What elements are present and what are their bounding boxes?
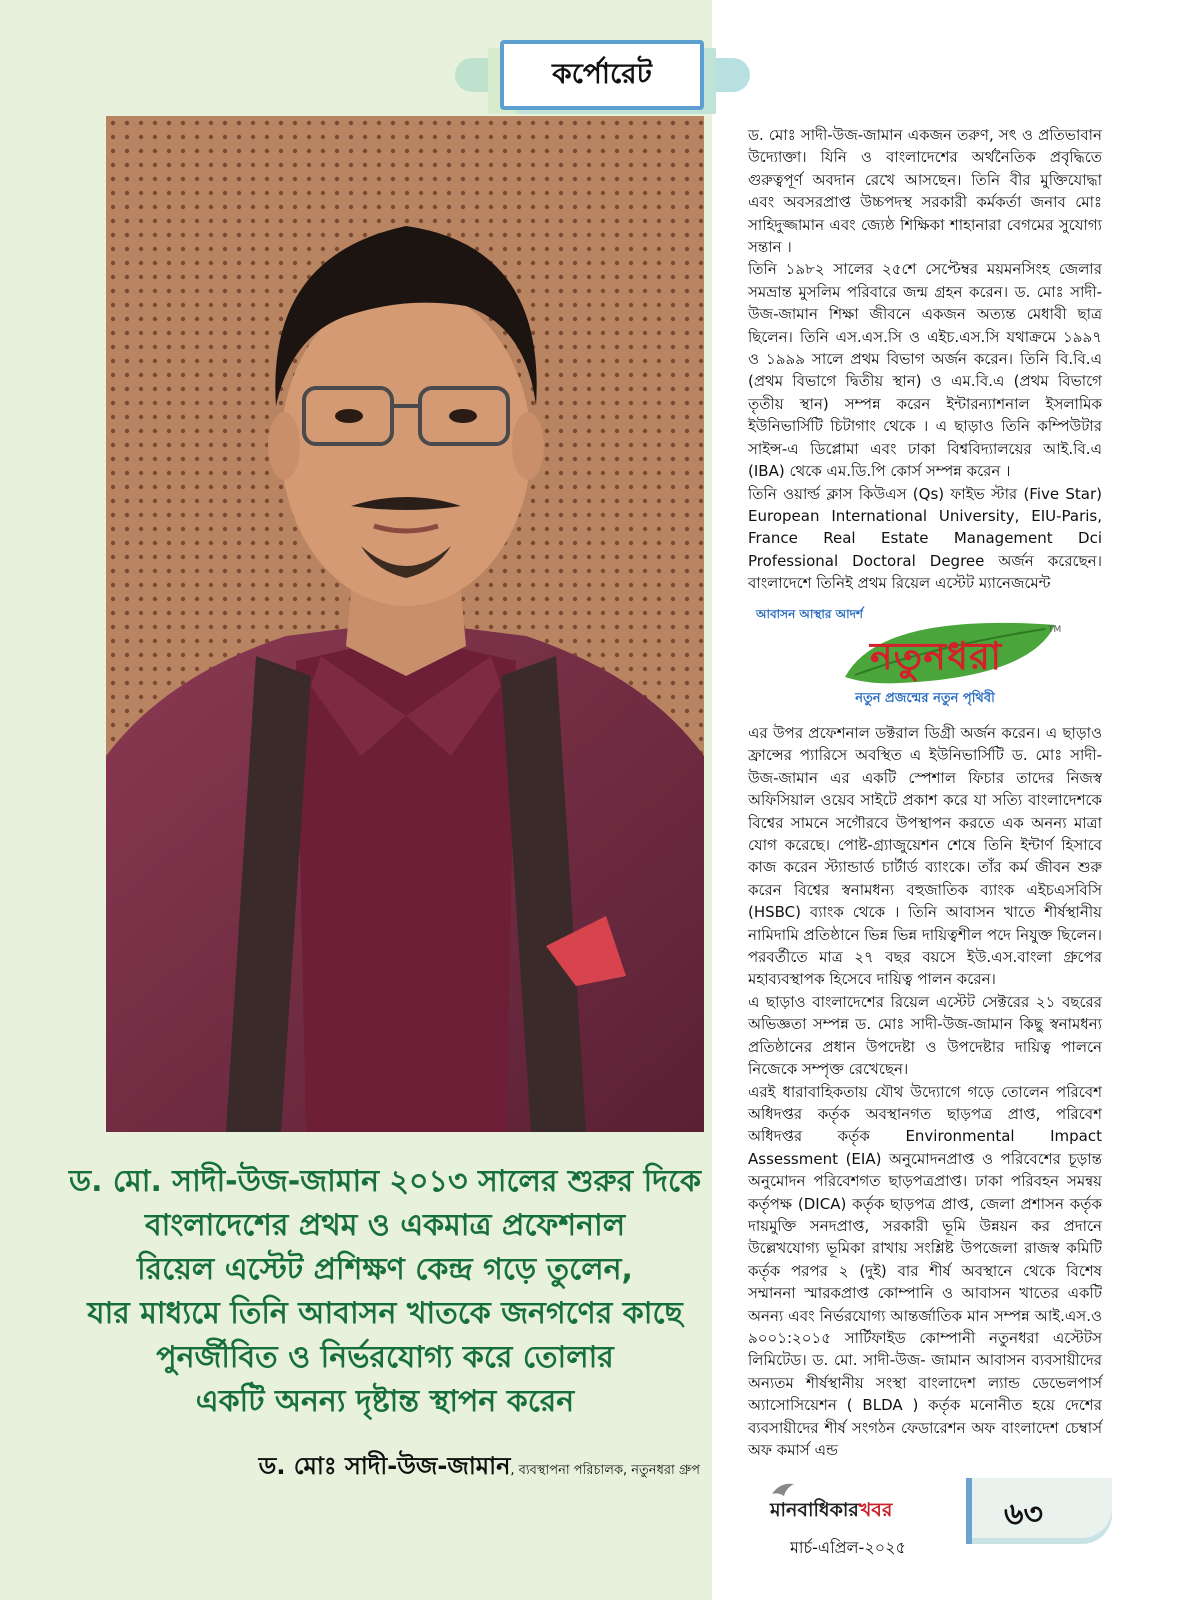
portrait-photo — [106, 116, 704, 1132]
pull-quote-line: বাংলাদেশের প্রথম ও একমাত্র প্রফেশনাল — [144, 1208, 626, 1243]
article-column-bottom — [748, 722, 1102, 1461]
article-paragraph: তিনি ১৯৮২ সালের ২৫শে সেপ্টেম্বর ময়মনসিংহ জেলার সমভ্রান্ত মুসলিম পরিবারে জন্ম গ্রহন করেন। ড. মোঃ সাদী-উজ-জামান শিক্ষা জীবনে একজন অত্যন্ত মেধাবী ছাত্র ছিলেন। তিনি এস.এস.সি ও এইচ.এস.সি যথাক্রমে ১৯৯৭ ও ১৯৯৯ সালে প্রথম বিভাগ অর্জন করেন। তিনি বি.বি.এ (প্রথম বিভাগে দ্বিতীয় স্থান) ও এম.বি.এ (প্রথম বিভাগে তৃতীয় স্থান) সম্পন্ন করেন ইন্টারন্যাশনাল ইসলামিক ইউনিভার্সিটি চিটাগাং থেকে । এ ছাড়াও তিনি কম্পিউটার সাইন্স-এ ডিপ্লোমা এবং ঢাকা বিশ্ববিদ্যালয়ের আই.বি.এ (IBA) থেকে এম.ডি.পি কোর্স সম্পন্ন করেন । — [748, 260, 1102, 481]
logo-top-text: আবাসন আস্থার আদর্শ — [756, 607, 864, 621]
section-label: কর্পোরেট — [552, 56, 652, 90]
magazine-name-part2: খবর — [858, 1499, 893, 1521]
pull-quote-line: রিয়েল এস্টেট প্রশিক্ষণ কেন্দ্র গড়ে তুলেন, — [137, 1252, 633, 1287]
byline-title: , ব্যবস্থাপনা পরিচালক, নতুনধরা গ্রুপ — [510, 1463, 700, 1478]
article-paragraph: এর উপর প্রফেশনাল ডক্টরাল ডিগ্রী অর্জন করেন। এ ছাড়াও ফ্রান্সের প্যারিসে অবস্থিত এ ইউনিভার্সিটি ড. মোঃ সাদী-উজ-জামান এর একটি স্পেশাল ফিচার তাদের নিজস্ব অফিসিয়াল ওয়েব সাইটে প্রকাশ করে যা সত্যি বাংলাদেশকে বিশ্বের সামনে সগৌরবে উপস্থাপন করতে এক অনন্য মাত্রা যোগ করেছে। পোষ্ট-গ্র্যাজুয়েশন শেষে তিনি ইন্টার্ণ হিসাবে কাজ করেন স্ট্যান্ডার্ড চার্টার্ড ব্যাংকে। তাঁর কর্ম জীবন শুরু করেন বিশ্বের স্বনামধন্য বহুজাতিক ব্যাংক এইচএসবিসি (HSBC) ব্যাংক থেকে । তিনি আবাসন খাতে শীর্ষস্থানীয় নামিদামি প্রতিষ্ঠানে ভিন্ন ভিন্ন দায়িত্বশীল পদে নিযুক্ত ছিলেন। পরবর্তীতে মাত্র ২৭ বছর বয়সে ইউ.এস.বাংলা গ্রুপের মহাব্যবস্থাপক হিসেবে দায়িত্ব পালন করেন। — [748, 724, 1102, 989]
notun-dhara-logo — [748, 603, 1102, 711]
article-paragraph: ড. মোঃ সাদী-উজ-জামান একজন তরুণ, সৎ ও প্রতিভাবান উদ্যোক্তা। যিনি ও বাংলাদেশের অর্থনৈতিক প্রবৃদ্ধিতে গুরুত্বপূর্ণ অবদান রেখে আসছেন। তিনি বীর মুক্তিযোদ্ধা এবং অবসরপ্রাপ্ত উচ্চপদস্থ সরকারী কর্মকর্তা জনাব মোঃ সাহিদুজ্জামান এবং জ্যেষ্ঠ শিক্ষিকা শাহানারা বেগমের সুযোগ্য সন্তান । — [748, 126, 1102, 257]
magazine-name — [770, 1496, 892, 1528]
logo-trademark: TM — [1048, 625, 1062, 635]
pull-quote-line: পুনর্জীবিত ও নির্ভরযোগ্য করে তোলার — [156, 1340, 614, 1375]
page-number: ৬৩ — [1004, 1497, 1044, 1532]
article-paragraph: এরই ধারাবাহিকতায় যৌথ উদ্যোগে গড়ে তোলেন পরিবেশ অধিদপ্তর কর্তৃক অবস্থানগত ছাড়পত্র প্রাপ্ত, পরিবেশ অধিদপ্তর কর্তৃক Environmental Impact Assessment (EIA) অনুমোদনপ্রাপ্ত ও পরিবেশের চূড়ান্ত অনুমোদন পরিবেশগত ছাড়পত্রপ্রাপ্ত। ঢাকা পরিবহন সমন্বয় কর্তৃপক্ষ (DICA) কর্তৃক ছাড়পত্র প্রাপ্ত, জেলা প্রশাসন কর্তৃক দায়মুক্তি সনদপ্রাপ্ত, সরকারী ভূমি উন্নয়ন কর প্রদানে উল্লেখযোগ্য ভূমিকা রাখায় সংশ্লিষ্ট উপজেলা রাজস্ব কমিটি কর্তৃক পরপর ২ (দুই) বার শীর্ষ অবস্থানে থেকে বিশেষ সম্মাননা স্মারকপ্রাপ্ত কোম্পানি ও আবাসন খাতের একটি অনন্য এবং নির্ভরযোগ্য আন্তর্জাতিক মান সম্পন্ন আই.এস.ও ৯০০১:২০১৫ সার্টিফাইড কোম্পানী নতুনধরা এস্টেটস লিমিটেড। ড. মো. সাদী-উজ- জামান আবাসন ব্যবসায়ীদের অন্যতম শীর্ষস্থানীয় সংস্থা বাংলাদেশ ল্যান্ড ডেভেলপার্স অ্যাসোসিয়েশন ( BLDA ) কর্তৃক মনোনীত হয়ে দেশের ব্যবসায়ীদের শীর্ষ সংগঠন ফেডারেশন অফ বাংলাদেশ চেম্বার্স অফ কমার্স এন্ড — [748, 1082, 1102, 1459]
logo-wordmark: নতুনধরা — [870, 634, 1003, 678]
pull-quote-line: ড. মো. সাদী-উজ-জামান ২০১৩ সালের শুরুর দিকে — [69, 1164, 701, 1199]
pull-quote-line: যার মাধ্যমে তিনি আবাসন খাতকে জনগণের কাছে — [87, 1296, 683, 1331]
pull-quote — [60, 1160, 710, 1424]
issue-date: মার্চ-এপ্রিল-২০২৫ — [790, 1538, 906, 1557]
article-paragraph: এ ছাড়াও বাংলাদেশের রিয়েল এস্টেট সেক্টরের ২১ বছরের অভিজ্ঞতা সম্পন্ন ড. মোঃ সাদী-উজ-জামান কিছু স্বনামধন্য প্রতিষ্ঠানের প্রধান উপদেষ্টা ও উপদেষ্টার দায়িত্ব পালনে নিজেকে সম্পৃক্ত রেখেছেন। — [748, 992, 1102, 1079]
magazine-name-part1: মানবাধিকার — [770, 1499, 859, 1521]
byline-name: ড. মোঃ সাদী-উজ-জামান — [258, 1452, 511, 1480]
article-column-top — [748, 124, 1102, 595]
logo-tagline: নতুন প্রজন্মের নতুন পৃথিবী — [855, 691, 995, 706]
pull-quote-line: একটি অনন্য দৃষ্টান্ত স্থাপন করেন — [195, 1384, 575, 1419]
article-paragraph: তিনি ওয়ার্ল্ড ক্লাস কিউএস (Qs) ফাইভ স্টার (Five Star) European International University, EIU-Paris, France Real Estate Management Dci Professional Doctoral Degree অর্জন করেছেন। বাংলাদেশে তিনিই প্রথম রিয়েল এস্টেট ম্যানেজমেন্ট — [748, 484, 1102, 593]
byline — [100, 1448, 700, 1488]
section-header-tab — [500, 40, 704, 110]
